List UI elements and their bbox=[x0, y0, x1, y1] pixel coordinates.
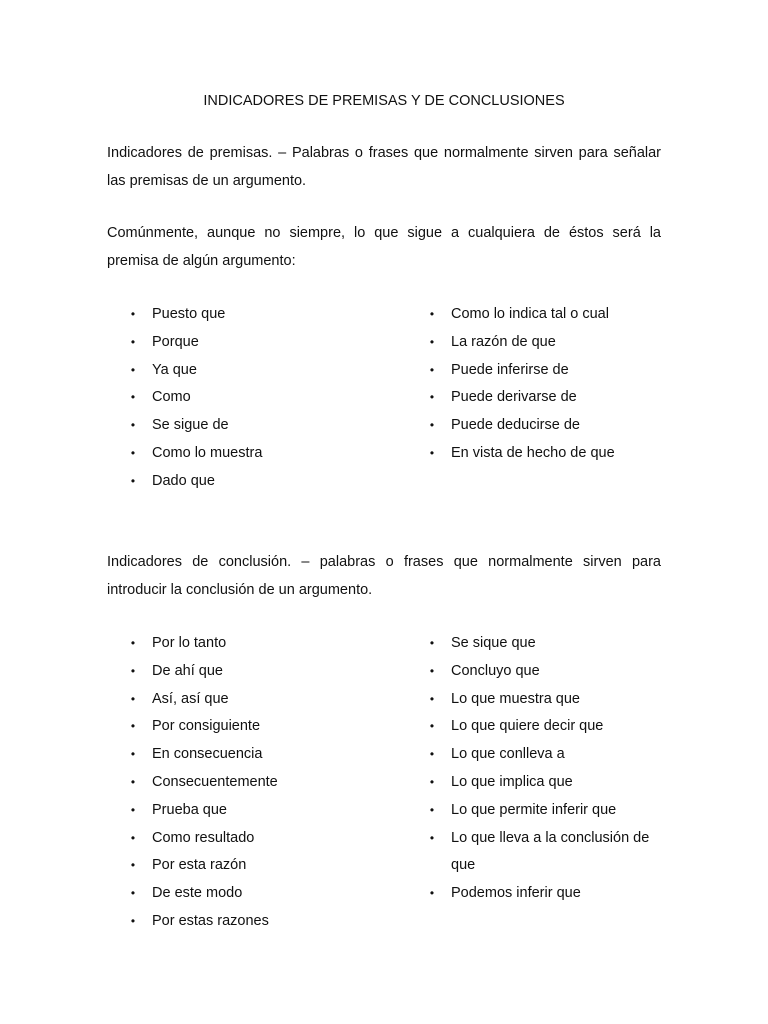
list-item: • Lo que quiere decir que bbox=[428, 713, 649, 741]
bullet-icon bbox=[428, 769, 436, 797]
list-item: • Se sigue de bbox=[129, 412, 262, 440]
list-item: • Como lo muestra bbox=[129, 440, 262, 468]
list-item: • Por lo tanto bbox=[129, 630, 278, 658]
bullet-icon bbox=[129, 329, 137, 357]
bullet-icon bbox=[428, 741, 436, 769]
bullet-icon bbox=[428, 713, 436, 741]
premises-definition-line: Indicadores de premisas. – Palabras o frases que normalmente sirven para señalar bbox=[107, 145, 661, 161]
bullet-icon bbox=[428, 301, 436, 329]
bullet-icon bbox=[129, 630, 137, 658]
list-item: • Dado que bbox=[129, 468, 262, 496]
list-item: • Lo que implica que bbox=[428, 769, 649, 797]
list-item: • Prueba que bbox=[129, 797, 278, 825]
list-item: • Por estas razones bbox=[129, 908, 278, 936]
bullet-icon bbox=[129, 852, 137, 880]
premise-indicators-left bbox=[129, 301, 262, 496]
list-item: • De ahí que bbox=[129, 658, 278, 686]
conclusions-definition-line: introducir la conclusión de un argumento. bbox=[107, 581, 373, 598]
bullet-icon bbox=[428, 384, 436, 412]
conclusions-definition bbox=[107, 549, 661, 604]
premises-definition bbox=[107, 140, 661, 195]
bullet-icon bbox=[129, 384, 137, 412]
list-item: • Puede deducirse de bbox=[428, 412, 615, 440]
bullet-icon bbox=[129, 440, 137, 468]
bullet-icon bbox=[129, 825, 137, 853]
bullet-icon bbox=[129, 658, 137, 686]
document-title: INDICADORES DE PREMISAS Y DE CONCLUSIONES bbox=[203, 93, 565, 109]
bullet-icon bbox=[129, 880, 137, 908]
list-item-text-continuation: que bbox=[451, 857, 476, 874]
list-item: • Así, así que bbox=[129, 686, 278, 714]
bullet-icon bbox=[129, 741, 137, 769]
list-item: • Podemos inferir que bbox=[428, 880, 649, 908]
bullet-icon bbox=[129, 686, 137, 714]
list-item: • La razón de que bbox=[428, 329, 615, 357]
bullet-icon bbox=[428, 880, 436, 908]
list-item: • Por consiguiente bbox=[129, 713, 278, 741]
bullet-icon bbox=[428, 440, 436, 468]
list-item: • Puede derivarse de bbox=[428, 384, 615, 412]
list-item: • Puesto que bbox=[129, 301, 262, 329]
list-item: • Lo que permite inferir que bbox=[428, 797, 649, 825]
conclusion-indicators-left bbox=[129, 630, 278, 936]
list-item: • Lo que muestra que bbox=[428, 686, 649, 714]
list-item bbox=[428, 825, 649, 881]
list-item: • Lo que conlleva a bbox=[428, 741, 649, 769]
conclusions-definition-line: Indicadores de conclusión. – palabras o frases que normalmente sirven para bbox=[107, 554, 661, 570]
premises-note-line: premisa de algún argumento: bbox=[107, 252, 296, 269]
list-item: • Puede inferirse de bbox=[428, 357, 615, 385]
bullet-icon bbox=[428, 329, 436, 357]
list-item: • Como bbox=[129, 384, 262, 412]
list-item: • Como lo indica tal o cual bbox=[428, 301, 615, 329]
list-item: • En consecuencia bbox=[129, 741, 278, 769]
bullet-icon bbox=[428, 658, 436, 686]
bullet-icon bbox=[129, 797, 137, 825]
bullet-icon bbox=[129, 769, 137, 797]
premise-indicators-right bbox=[428, 301, 615, 468]
bullet-icon bbox=[129, 908, 137, 936]
premises-note bbox=[107, 220, 661, 275]
list-item: • Ya que bbox=[129, 357, 262, 385]
bullet-icon bbox=[129, 468, 137, 496]
list-item: • Como resultado bbox=[129, 825, 278, 853]
bullet-icon bbox=[129, 412, 137, 440]
bullet-icon bbox=[129, 301, 137, 329]
list-item: • Consecuentemente bbox=[129, 769, 278, 797]
list-item: • Porque bbox=[129, 329, 262, 357]
bullet-icon bbox=[129, 713, 137, 741]
bullet-icon bbox=[428, 630, 436, 658]
list-item: • Concluyo que bbox=[428, 658, 649, 686]
bullet-icon bbox=[428, 797, 436, 825]
bullet-icon bbox=[129, 357, 137, 385]
list-item: • Se sique que bbox=[428, 630, 649, 658]
list-item: • Por esta razón bbox=[129, 852, 278, 880]
bullet-icon bbox=[428, 357, 436, 385]
bullet-icon bbox=[428, 686, 436, 714]
premises-note-line: Comúnmente, aunque no siempre, lo que sigue a cualquiera de éstos será la bbox=[107, 225, 661, 241]
list-item-text-line: Lo que lleva a la conclusión de bbox=[451, 829, 650, 846]
conclusion-indicators-right bbox=[428, 630, 649, 908]
bullet-icon bbox=[428, 412, 436, 440]
premises-definition-line: las premisas de un argumento. bbox=[107, 172, 307, 189]
bullet-icon bbox=[428, 825, 436, 853]
list-item: • En vista de hecho de que bbox=[428, 440, 615, 468]
list-item: • De este modo bbox=[129, 880, 278, 908]
